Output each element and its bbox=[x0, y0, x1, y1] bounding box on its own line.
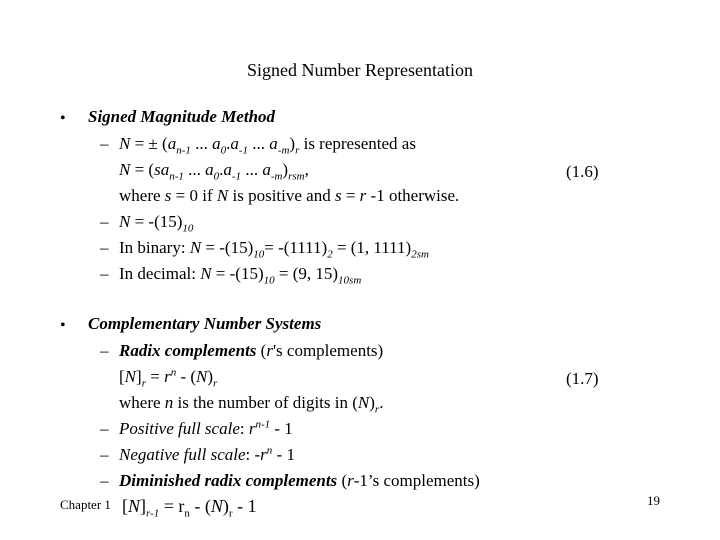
text-segment: ... bbox=[248, 134, 270, 153]
text-segment: N bbox=[200, 264, 212, 283]
text-segment: = (1, 1111) bbox=[332, 238, 412, 257]
text-segment: = bbox=[145, 367, 165, 386]
text-segment: sa bbox=[154, 160, 170, 179]
text-segment: - ( bbox=[176, 367, 197, 386]
negative-full-scale-line bbox=[119, 445, 295, 465]
text-segment: r bbox=[295, 144, 300, 157]
text-segment: 's complements) bbox=[272, 341, 384, 360]
bullet-signed-magnitude: • bbox=[60, 110, 66, 127]
bullet-complementary-systems: • bbox=[60, 317, 66, 334]
text-segment: 2sm bbox=[411, 248, 429, 261]
text-segment: ] bbox=[140, 496, 147, 516]
text-segment: N bbox=[189, 238, 202, 257]
text-segment: r bbox=[141, 377, 146, 390]
text-segment: N bbox=[357, 393, 370, 412]
text-segment: n bbox=[266, 444, 273, 457]
text-segment: 10 bbox=[182, 222, 194, 235]
text-segment: r bbox=[213, 377, 218, 390]
text-segment: n-1 bbox=[176, 144, 191, 157]
text-segment: r bbox=[374, 403, 380, 416]
text-segment: 10 bbox=[263, 274, 275, 287]
text-segment: n bbox=[184, 507, 190, 520]
text-segment: ( bbox=[337, 471, 348, 490]
text-segment: = 0 if bbox=[171, 186, 217, 205]
text-segment: N bbox=[128, 496, 141, 516]
text-segment: [ bbox=[122, 496, 128, 516]
sign-bit-explanation-line bbox=[119, 186, 459, 206]
text-segment: s bbox=[164, 186, 172, 205]
text-segment: -m bbox=[270, 170, 283, 183]
text-segment: ) bbox=[207, 367, 214, 386]
text-segment: r bbox=[347, 471, 354, 490]
text-segment: Radix complements bbox=[119, 341, 257, 360]
text-segment: . bbox=[226, 134, 231, 153]
text-segment: r bbox=[248, 419, 256, 438]
text-segment: -1 bbox=[231, 170, 242, 183]
diminished-radix-formula bbox=[122, 496, 257, 520]
text-segment: is the number of digits in ( bbox=[173, 393, 358, 412]
text-segment: r bbox=[266, 341, 273, 360]
page-number: 19 bbox=[647, 493, 660, 508]
text-segment: N bbox=[196, 367, 208, 386]
text-segment: = bbox=[341, 186, 360, 205]
text-segment: Negative full scale bbox=[119, 445, 246, 464]
text-segment: = ± ( bbox=[130, 134, 168, 153]
text-segment: s bbox=[334, 186, 342, 205]
text-segment: a bbox=[212, 134, 221, 153]
digits-explanation-line bbox=[119, 393, 384, 416]
text-segment: -1 bbox=[238, 144, 249, 157]
page-title: Signed Number Representation bbox=[247, 60, 473, 80]
radix-complements-line bbox=[119, 341, 383, 361]
text-segment: : bbox=[239, 419, 249, 438]
text-segment: where bbox=[119, 393, 165, 412]
text-segment: -1 otherwise. bbox=[366, 186, 460, 205]
dash-marker: – bbox=[100, 134, 109, 153]
text-segment: N bbox=[124, 367, 137, 386]
text-segment: ) bbox=[289, 134, 296, 153]
heading-complementary-systems: Complementary Number Systems bbox=[88, 314, 322, 333]
text-segment: r bbox=[228, 507, 233, 520]
text-segment: Diminished radix complements bbox=[119, 471, 338, 490]
text-segment: . bbox=[219, 160, 224, 179]
text-segment: 10sm bbox=[338, 274, 362, 287]
text-segment: n bbox=[164, 393, 174, 412]
text-segment: rsm bbox=[288, 170, 305, 183]
text-segment: a bbox=[262, 160, 271, 179]
text-segment: = r bbox=[159, 496, 185, 516]
equation-number-1-6: (1.6) bbox=[566, 162, 599, 181]
text-segment: = -(1111) bbox=[264, 238, 328, 257]
text-segment: -m bbox=[277, 144, 290, 157]
text-segment: = -(15) bbox=[130, 212, 183, 231]
text-segment: In binary: bbox=[119, 238, 190, 257]
text-segment: ... bbox=[190, 134, 213, 153]
text-segment: a bbox=[205, 160, 214, 179]
text-segment: = -(15) bbox=[211, 264, 264, 283]
text-segment: = -(15) bbox=[201, 238, 254, 257]
text-segment: r bbox=[164, 367, 171, 386]
dash-marker: – bbox=[100, 238, 109, 257]
binary-example-line bbox=[119, 238, 429, 261]
text-segment: is represented as bbox=[299, 134, 416, 153]
dash-marker: – bbox=[100, 419, 109, 438]
text-segment: a bbox=[223, 160, 232, 179]
dash-marker: – bbox=[100, 471, 109, 490]
dash-marker: – bbox=[100, 341, 109, 360]
heading-signed-magnitude: Signed Magnitude Method bbox=[88, 107, 276, 126]
text-segment: 0 bbox=[220, 144, 227, 157]
text-segment: n-1 bbox=[169, 170, 184, 183]
chapter-label: Chapter 1 bbox=[60, 497, 111, 512]
text-segment: = (9, 15) bbox=[274, 264, 339, 283]
text-segment: N bbox=[119, 212, 131, 231]
text-segment: - ( bbox=[189, 496, 211, 516]
positive-full-scale-line bbox=[119, 419, 293, 439]
dash-marker: – bbox=[100, 212, 109, 231]
decimal-example-line bbox=[119, 264, 362, 287]
text-segment: n bbox=[170, 366, 177, 379]
text-segment: ... bbox=[241, 160, 263, 179]
equation-number-1-7: (1.7) bbox=[566, 369, 599, 388]
text-segment: Positive full scale bbox=[119, 419, 240, 438]
example-value-line bbox=[119, 212, 194, 235]
text-segment: . bbox=[379, 393, 384, 412]
text-segment: In decimal: bbox=[119, 264, 201, 283]
text-segment: 2 bbox=[327, 248, 333, 261]
text-segment: r bbox=[359, 186, 367, 205]
text-segment: [ bbox=[119, 367, 125, 386]
signed-magnitude-form-line bbox=[119, 160, 309, 183]
text-segment: = ( bbox=[130, 160, 155, 179]
text-segment: a bbox=[230, 134, 239, 153]
text-segment: N bbox=[216, 186, 229, 205]
text-segment: ) bbox=[369, 393, 375, 412]
text-segment: ] bbox=[136, 367, 142, 386]
text-segment: a bbox=[167, 134, 177, 153]
signed-magnitude-definition-line bbox=[119, 134, 416, 157]
text-segment: N bbox=[119, 160, 131, 179]
diminished-radix-line bbox=[119, 471, 480, 491]
text-segment: : - bbox=[245, 445, 261, 464]
text-segment: ... bbox=[183, 160, 206, 179]
text-segment: , bbox=[304, 160, 309, 179]
dash-marker: – bbox=[100, 264, 109, 283]
text-segment: - 1 bbox=[232, 496, 257, 516]
text-segment: 0 bbox=[213, 170, 220, 183]
text-segment: - 1 bbox=[270, 419, 293, 438]
dash-marker: – bbox=[100, 445, 109, 464]
text-segment: N bbox=[210, 496, 223, 516]
radix-complement-formula-line bbox=[119, 366, 218, 390]
text-segment: a bbox=[269, 134, 278, 153]
text-segment: ( bbox=[256, 341, 267, 360]
text-segment: ) bbox=[222, 496, 229, 516]
text-segment: -1’s complements) bbox=[353, 471, 480, 490]
text-segment: N bbox=[119, 134, 131, 153]
text-segment: 10 bbox=[253, 248, 265, 261]
text-segment: - 1 bbox=[272, 445, 295, 464]
text-segment: n-1 bbox=[255, 418, 271, 431]
text-segment: r-1 bbox=[146, 507, 160, 520]
text-segment: r bbox=[260, 445, 267, 464]
text-segment: ) bbox=[282, 160, 289, 179]
text-segment: where bbox=[119, 186, 165, 205]
text-segment: is positive and bbox=[228, 186, 335, 205]
